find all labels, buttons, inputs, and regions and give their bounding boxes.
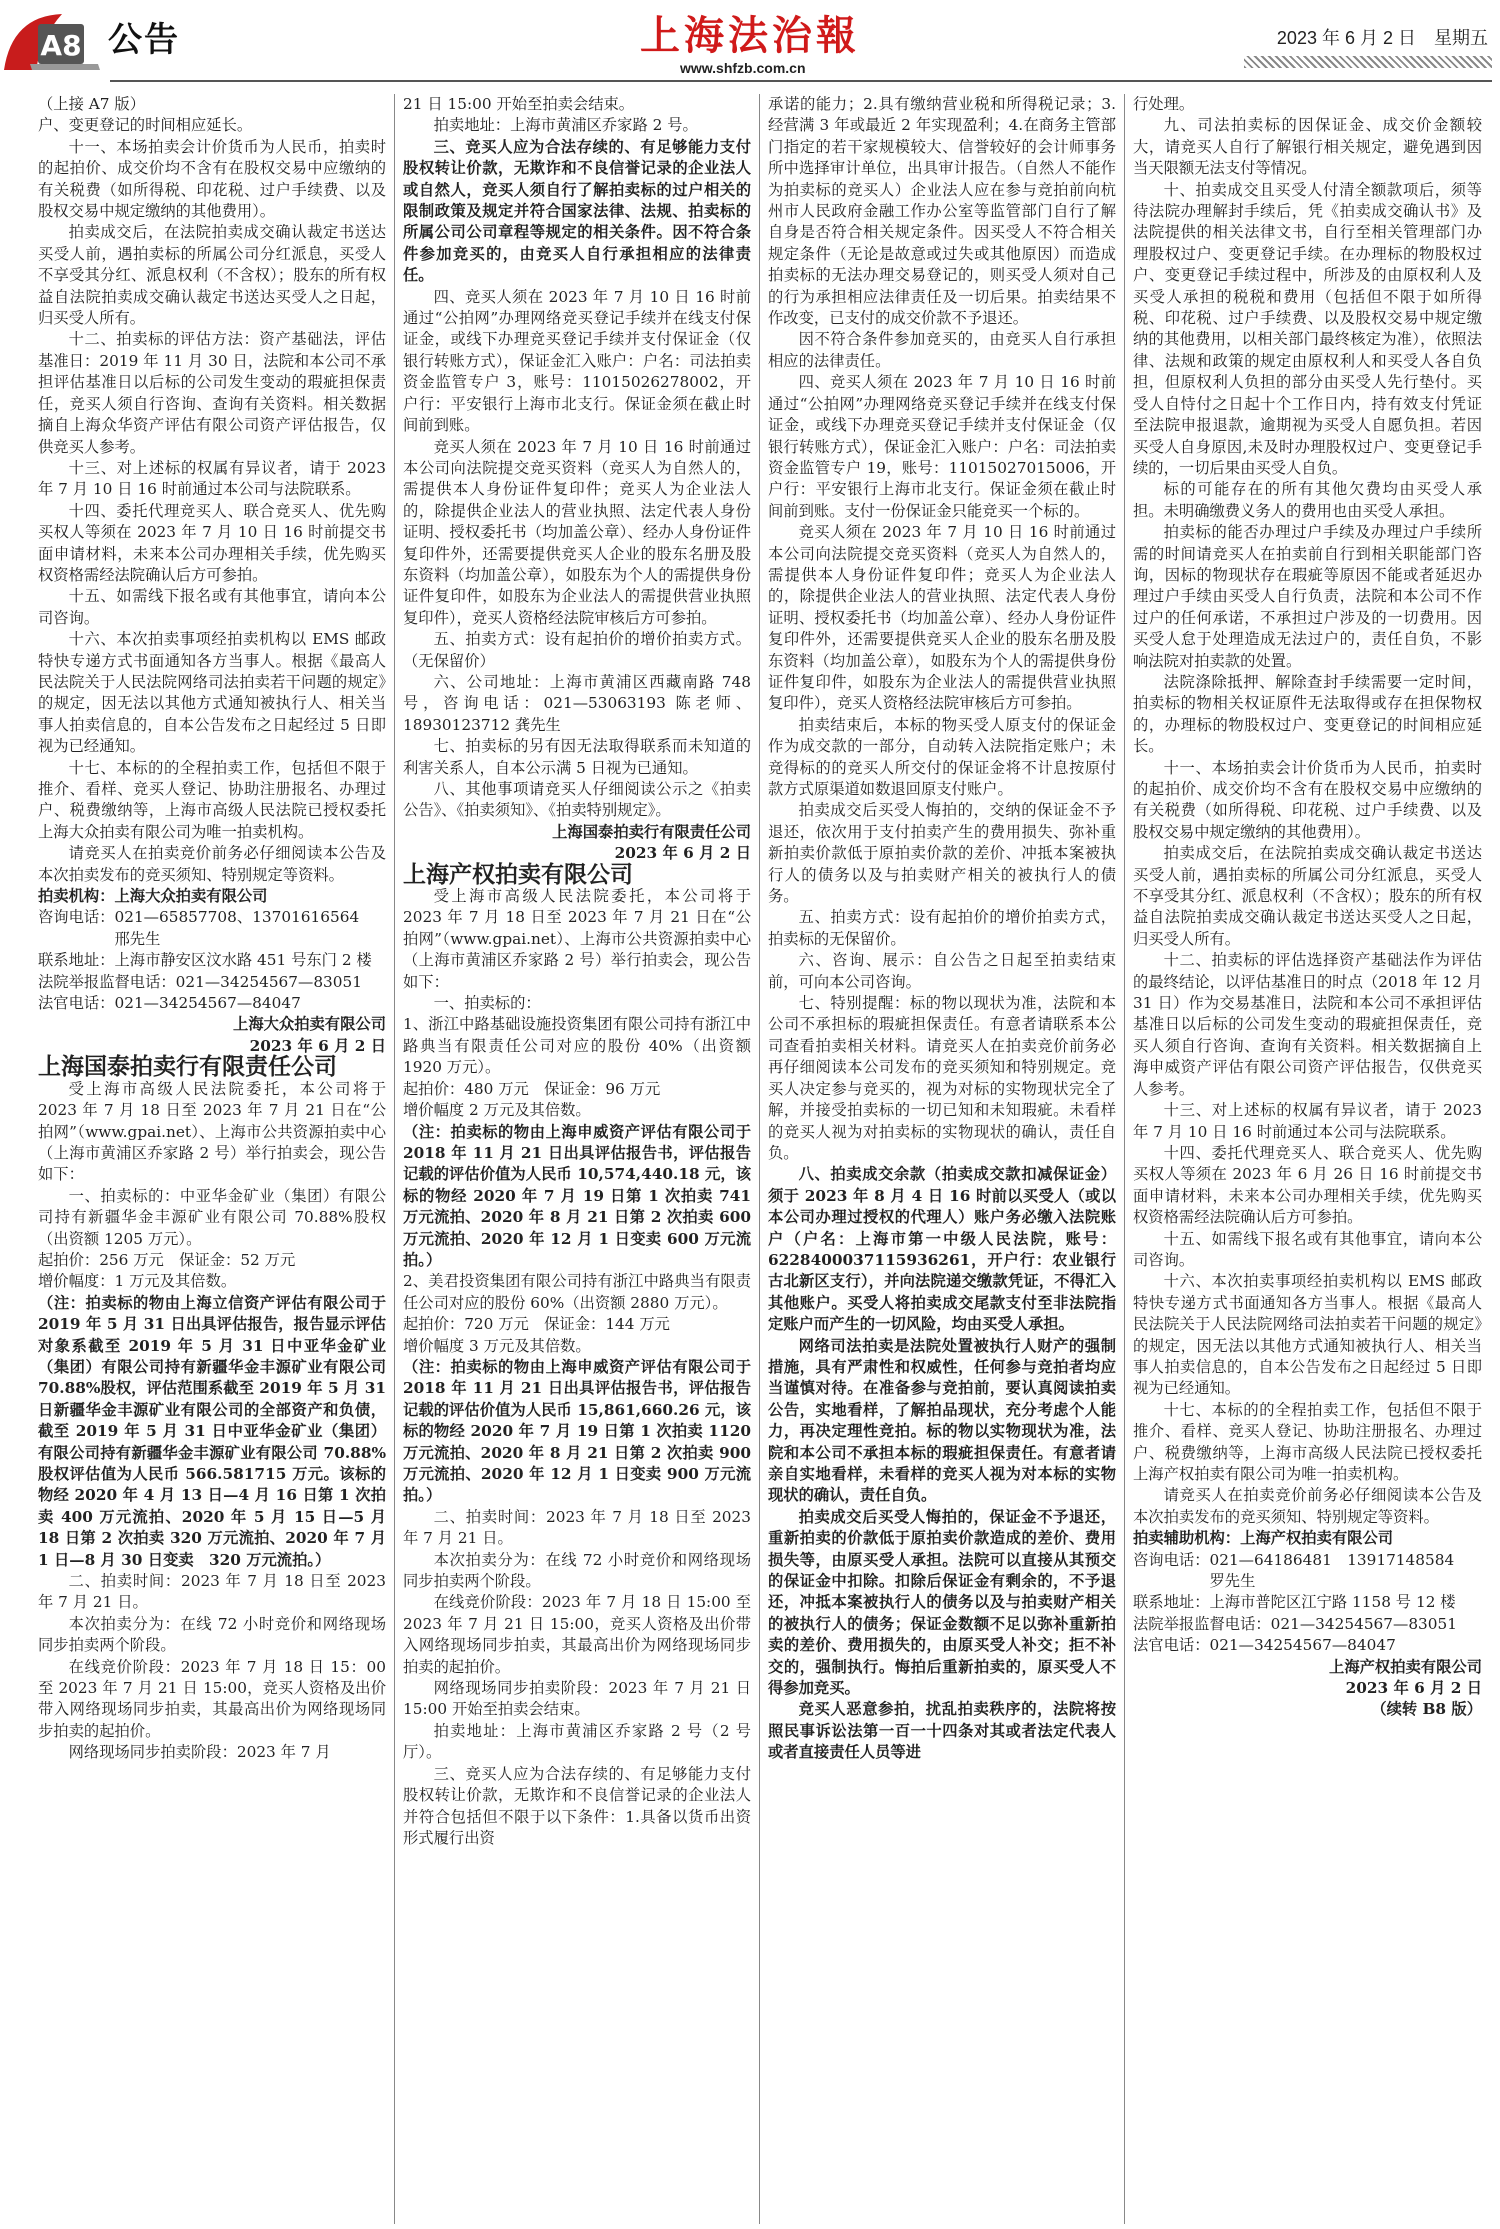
paragraph: 二、拍卖时间：2023 年 7 月 18 日至 2023 年 7 月 21 日。 bbox=[403, 1507, 751, 1548]
paragraph: 十三、对上述标的权属有异议者，请于 2023 年 7 月 10 日 16 时前通过本公司与法院联系。 bbox=[38, 458, 386, 499]
contact-line: 罗先生 bbox=[1133, 1572, 1256, 1591]
paragraph: 一、拍卖标的：中亚华金矿业（集团）有限公司持有新疆华金丰源矿业有限公司 70.88%股权（出资额 1205 万元）。 bbox=[38, 1186, 386, 1248]
paragraph: 请竞买人在拍卖竞价前务必仔细阅读本公告及本次拍卖发布的竞买须知、特别规定等资料。 bbox=[1133, 1486, 1482, 1526]
paragraph: 受上海市高级人民法院委托，本公司将于 2023 年 7 月 18 日至 2023 年 7 月 21 日在“公拍网”（www.gpai.net）、上海市公共资源拍卖中心（上海市黄浦区乔家路 2 号）举行拍卖会，现公告如下： bbox=[403, 887, 751, 991]
paragraph: 十六、本次拍卖事项经拍卖机构以 EMS 邮政特快专递方式书面通知各方当事人。根据《最高人民法院关于人民法院网络司法拍卖若干问题的规定》的规定，因无法以其他方式通知被执行人、相关当事人拍卖信息的，自本公告发布之日起经过 5 日即视为已经通知。 bbox=[1133, 1272, 1482, 1398]
paragraph: 拍卖成交后买受人悔拍的，交纳的保证金不予退还，依次用于支付拍卖产生的费用损失、弥补重新拍卖价款低于原拍卖价款的差价、冲抵本案被执行人的债务以及与拍卖财产相关的被执行人的债务。 bbox=[768, 801, 1116, 906]
announcement-title: 上海国泰拍卖行有限责任公司 bbox=[38, 1054, 337, 1081]
paragraph: 网络现场同步拍卖阶段：2023 年 7 月 21 日 15:00 开始至拍卖会结束。 bbox=[403, 1679, 751, 1719]
continuation-note: （上接 A7 版） bbox=[38, 95, 145, 113]
paragraph: 十二、拍卖标的评估选择资产基础法作为评估的最终结论，以评估基准日的时点（2018 年 12 月 31 日）作为交易基准日，法院和本公司不承担评估基准日以后标的公司发生变动的瑕疵担保责任，竞买人须自行咨询、查询有关资料。相关数据摘自上海申威资产评估有限公司资产评估报告，仅供竞买人参考。 bbox=[1133, 951, 1482, 1098]
page-label: A8 bbox=[40, 29, 82, 62]
paragraph: 拍卖成交后，在法院拍卖成交确认裁定书送达买受人前，遇拍卖标的所属公司分红派息，买受人不享受其分红、派息权利（不含权）；股东的所有权益自法院拍卖成交确认裁定书送达买受人之日起，归买受人所有。 bbox=[38, 223, 386, 328]
contact-line: 拍卖辅助机构：上海产权拍卖有限公司 bbox=[1133, 1529, 1394, 1548]
paragraph: 十五、如需线下报名或有其他事宜，请向本公司咨询。 bbox=[38, 587, 386, 627]
paragraph: 十四、委托代理竞买人、联合竞买人、优先购买权人等须在 2023 年 6 月 26 日 16 时前提交书面申请材料，未来本公司办理相关手续，优先购买权资格需经法院确认后方可参拍。 bbox=[1133, 1143, 1482, 1227]
paragraph: 1、浙江中路基础设施投资集团有限公司持有浙江中路典当有限责任公司对应的股份 40%（出资额 1920 万元）。 bbox=[403, 1015, 751, 1077]
article-columns bbox=[30, 94, 1490, 2224]
paragraph: 标的可能存在的所有其他欠费均由买受人承担。未明确缴费义务人的费用也由买受人承担。 bbox=[1133, 480, 1482, 520]
column-3 bbox=[760, 94, 1125, 2224]
paragraph: （注：拍卖标的物由上海申威资产评估有限公司于 2018 年 11 月 21 日出具评估报告书，评估报告记载的评估价值为人民币 15,861,660.26 元，该标的物经 2020 年 7 月 19 日第 1 次拍卖 1120 万元流拍、2020 年 8 月 21 日第 2 次拍卖 900 万元流拍、2020 年 12 月 1 日变卖 900 万元流拍。） bbox=[403, 1357, 751, 1505]
signature-company: 上海大众拍卖有限公司 bbox=[233, 1015, 386, 1034]
paragraph: 请竞买人在拍卖竞价前务必仔细阅读本公告及本次拍卖发布的竞买须知、特别规定等资料。 bbox=[38, 844, 386, 884]
signature-date: 2023 年 6 月 2 日 bbox=[614, 844, 751, 863]
paragraph: 十一、本场拍卖会计价货币为人民币，拍卖时的起拍价、成交价均不含有在股权交易中应缴纳的有关税费（如所得税、印花税、过户手续费、以及股权交易中规定缴纳的其他费用）。 bbox=[38, 137, 386, 221]
paragraph: 十、拍卖成交且买受人付清全额款项后，须等待法院办理解封手续后，凭《拍卖成交确认书》及法院提供的相关法律文书，自行至相关管理部门办理股权过户、变更登记手续。在办理标的物股权过户、变更登记手续过程中，所涉及的由原权利人及买受人承担的税税和费用（包括但不限于如所得税、印花税、过户手续费、以及股权交易中规定缴纳的其他费用，以相关部门最终核定为准），依照法律、法规和政策的规定由原权利人和买受人各自负担，但原权利人负担的部分由买受人先行垫付。买受人自恃付之日起十个工作日内，持有效支付凭证至法院申报退款，逾期视为买受人自愿负担。若因买受人自身原因,未及时办理股权过户、变更登记手续的，一切后果由买受人自负。 bbox=[1133, 180, 1482, 477]
contact-line: 联系地址：上海市普陀区江宁路 1158 号 12 楼 bbox=[1133, 1593, 1456, 1612]
announcement-title: 上海产权拍卖有限公司 bbox=[403, 861, 633, 888]
paragraph: 三、竞买人应为合法存续的、有足够能力支付股权转让价款，无欺诈和不良信誉记录的企业法人或自然人，竞买人须自行了解拍卖标的过户相关的限制政策及规定并符合国家法律、法规、拍卖标的所属公司公司章程等规定的相关条件。因不符合条件参加竞买的，由竞买人自行承担相应的法律责任。 bbox=[403, 137, 751, 285]
signature-date: 2023 年 6 月 2 日 bbox=[249, 1036, 386, 1055]
paragraph: 增价幅度 2 万元及其倍数。 bbox=[403, 1101, 591, 1120]
website-url[interactable]: www.shfzb.com.cn bbox=[680, 60, 806, 76]
paragraph: 四、竞买人须在 2023 年 7 月 10 日 16 时前通过“公拍网”办理网络竞买登记手续并在线支付保证金，或线下办理竞买登记手续并支付保证金（仅银行转账方式），保证金汇入账户：户名：司法拍卖资金监管专户 3，账号：11015026278002，开户行：平安银行上海市北支行。保证金须在截止时间前到账。 bbox=[403, 287, 751, 435]
paragraph: 因不符合条件参加竞买的，由竞买人自行承担相应的法律责任。 bbox=[768, 330, 1116, 370]
paragraph: 网络现场同步拍卖阶段：2023 年 7 月 bbox=[68, 1743, 331, 1762]
paragraph: 六、咨询、展示：自公告之日起至拍卖结束前，可向本公司咨询。 bbox=[768, 951, 1116, 991]
contact-line: 联系地址：上海市静安区汶水路 451 号东门 2 楼 bbox=[38, 951, 372, 970]
paragraph: 六、公司地址：上海市黄浦区西藏南路 748 号，咨询电话：021—53063193 陈老师、18930123712 龚先生 bbox=[403, 672, 751, 734]
paragraph: 二、拍卖时间：2023 年 7 月 18 日至 2023 年 7 月 21 日。 bbox=[38, 1572, 386, 1612]
paragraph: 本次拍卖分为：在线 72 小时竞价和网络现场同步拍卖两个阶段。 bbox=[403, 1550, 751, 1591]
paragraph: 竞买人须在 2023 年 7 月 10 日 16 时前通过本公司向法院提交竞买资料（竞买人为自然人的，需提供本人身份证件复印件；竞买人为企业法人的，除提供企业法人的营业执照、法定代表人身份证明、授权委托书（均加盖公章）、经办人身份证件复印件外，还需要提供竞买人企业的股东名册及股东资料（均加盖公章），如股东为个人的需提供身份证件复印件，如股东为企业法人的需提供营业执照复印件），竞买人资格经法院审核后方可参拍。 bbox=[768, 523, 1116, 713]
signature-company: 上海国泰拍卖行有限责任公司 bbox=[552, 822, 751, 841]
paragraph: 五、拍卖方式：设有起拍价的增价拍卖方式。（无保留价） bbox=[403, 630, 751, 670]
paragraph: 拍卖标的能否办理过户手续及办理过户手续所需的时间请竞买人在拍卖前自行到相关职能部门咨询，因标的物现状存在瑕疵等原因不能或者延迟办理过户手续由买受人自行负责，法院和本公司不作过户的任何承诺，不承担过户涉及的一切费用。因买受人怠于处理造成无法过户的，责任自负，不影响法院对拍卖款的处置。 bbox=[1133, 523, 1482, 670]
decorative-hatch bbox=[1244, 56, 1492, 68]
paragraph: 十三、对上述标的权属有异议者，请于 2023 年 7 月 10 日 16 时前通过本公司与法院联系。 bbox=[1133, 1101, 1482, 1141]
paragraph: 拍卖结束后，本标的物买受人原支付的保证金作为成交款的一部分，自动转入法院指定账户；未竞得标的的竞买人所交付的保证金将不计息按原付款方式原渠道如数退回原支付账户。 bbox=[768, 715, 1116, 798]
paragraph: 拍卖成交后，在法院拍卖成交确认裁定书送达买受人前，遇拍卖标的所属公司分红派息，买受人不享受其分红、派息权利（不含权）；股东的所有权益自法院拍卖成交确认裁定书送达买受人之日起，归买受人所有。 bbox=[1133, 844, 1482, 948]
paragraph: 受上海市高级人民法院委托，本公司将于 2023 年 7 月 18 日至 2023 年 7 月 21 日在“公拍网”（www.gpai.net）、上海市公共资源拍卖中心（上海市黄浦区乔家路 2 号）举行拍卖会，现公告如下： bbox=[38, 1079, 386, 1184]
paragraph: （注：拍卖标的物由上海立信资产评估有限公司于 2019 年 5 月 31 日出具评估报告，报告显示评估对象系截至 2019 年 5 月 31 日中亚华金矿业（集团）有限公司持有新疆华金丰源矿业有限公司 70.88%股权，评估范围系截至 2019 年 5 月 31 日新疆华金丰源矿业有限公司的全部资产和负债，截至 2019 年 5 月 31 日中亚华金矿业（集团）有限公司持有新疆华金丰源矿业有限公司 70.88%股权评估值为人民币 566.581715 万元。该标的物经 2020 年 4 月 13 日—4 月 16 日第 1 次拍卖 400 万元流拍、2020 年 5 月 15 日—5 月 18 日第 2 次拍卖 320 万元流拍、2020 年 7 月 1 日—8 月 30 日变卖 320 万元流拍。） bbox=[38, 1293, 386, 1569]
paragraph: 十四、委托代理竞买人、联合竞买人、优先购买权人等须在 2023 年 7 月 10 日 16 时前提交书面申请材料，未来本公司办理相关手续，优先购买权资格需经法院确认后方可参拍。 bbox=[38, 501, 386, 584]
contact-line: 拍卖机构：上海大众拍卖有限公司 bbox=[38, 887, 268, 906]
page-number-badge bbox=[2, 6, 102, 72]
signature-date: 2023 年 6 月 2 日 bbox=[1345, 1679, 1482, 1698]
paragraph: 竞买人恶意参拍，扰乱拍卖秩序的，法院将按照民事诉讼法第一百一十四条对其或者法定代表人或者直接责任人员等进 bbox=[768, 1700, 1116, 1762]
issue-date: 2023 年 6 月 2 日 星期五 bbox=[1276, 28, 1488, 48]
paragraph: 拍卖地址：上海市黄浦区乔家路 2 号。 bbox=[433, 116, 698, 135]
paragraph: 在线竞价阶段：2023 年 7 月 18 日 15:00 至 2023 年 7 月 21 日 15:00，竞买人资格及出价带入网络现场同步拍卖，其最高出价为网络现场同步拍卖的起拍价。 bbox=[403, 1593, 751, 1676]
paragraph: 法院涤除抵押、解除查封手续需要一定时间，拍卖标的物相关权证原件无法取得或存在担保物权的，办理标的物股权过户、变更登记的时间相应延长。 bbox=[1133, 672, 1482, 756]
contact-line: 咨询电话：021—65857708、13701616564 bbox=[38, 908, 360, 927]
paragraph: 一、拍卖标的： bbox=[433, 994, 541, 1013]
paragraph: 三、竞买人应为合法存续的、有足够能力支付股权转让价款，无欺诈和不良信誉记录的企业法人并符合包括但不限于以下条件：1.具备以货币出资形式履行出资 bbox=[403, 1764, 751, 1847]
paragraph: 拍卖成交后买受人悔拍的，保证金不予退还，重新拍卖的价款低于原拍卖价款造成的差价、费用损失等，由原买受人承担。法院可以直接从其预交的保证金中扣除。扣除后保证金有剩余的，不予退还，冲抵本案被执行人的债务以及与拍卖财产相关的被执行人的债务；保证金数额不足以弥补重新拍卖的差价、费用损失的，由原买受人补交；拒不补交的，强制执行。悔拍后重新拍卖的，原买受人不得参加竞买。 bbox=[768, 1507, 1116, 1698]
paragraph: 本次拍卖分为：在线 72 小时竞价和网络现场同步拍卖两个阶段。 bbox=[38, 1614, 386, 1655]
paragraph: 拍卖地址：上海市黄浦区乔家路 2 号（2 号厅）。 bbox=[403, 1721, 751, 1762]
paragraph: 七、特别提醒：标的物以现状为准，法院和本公司不承担标的瑕疵担保责任。有意者请联系本公司查看拍卖相关材料。请竞买人在拍卖竞价前务必再仔细阅读本公司发布的竞买须知和特别规定。竞买人决定参与竞买的，视为对标的实物现状完全了解，并接受拍卖标的一切已知和未知瑕疵。未看样的竞买人视为对拍卖标的实物现状的确认，责任自负。 bbox=[768, 994, 1116, 1162]
contact-line: 法院举报监督电话：021—34254567—83051 bbox=[1133, 1614, 1457, 1633]
paragraph: 增价幅度：1 万元及其倍数。 bbox=[38, 1272, 237, 1291]
paragraph: 十二、拍卖标的评估方法：资产基础法，评估基准日：2019 年 11 月 30 日，法院和本公司不承担评估基准日以后标的公司发生变动的瑕疵担保责任，竞买人须自行咨询、查询有关资料。相关数据摘自上海众华资产评估有限公司资产评估报告，仅供竞买人参考。 bbox=[38, 330, 386, 456]
continued-note: （续转 B8 版） bbox=[1371, 1700, 1482, 1719]
paragraph: 十七、本标的的全程拍卖工作，包括但不限于推介、看样、竞买人登记、协助注册报名、办理过户、税费缴纳等，上海市高级人民法院已授权委托上海产权拍卖有限公司为唯一拍卖机构。 bbox=[1133, 1400, 1482, 1483]
paragraph: 八、拍卖成交余款（拍卖成交款扣减保证金）须于 2023 年 8 月 4 日 16 时前以买受人（或以本公司办理过授权的代理人）账户务必缴入法院账户（户名：上海市第一中级人民法院，账号：6228400037115936261，开户行：农业银行古北新区支行），并向法院递交缴款凭证，不得汇入其他账户。买受人将拍卖成交尾款支付至非法院指定账户而产生的一切风险，均由买受人承担。 bbox=[768, 1165, 1116, 1334]
paragraph: 十七、本标的的全程拍卖工作，包括但不限于推介、看样、竞买人登记、协助注册报名、办理过户、税费缴纳等，上海市高级人民法院已授权委托上海大众拍卖有限公司为唯一拍卖机构。 bbox=[38, 758, 386, 841]
paragraph: 起拍价：720 万元 保证金：144 万元 bbox=[403, 1315, 670, 1334]
contact-line: 法官电话：021—34254567—84047 bbox=[38, 994, 301, 1013]
paragraph: 行处理。 bbox=[1133, 95, 1195, 113]
column-2 bbox=[395, 94, 760, 2224]
contact-line: 邢先生 bbox=[38, 929, 161, 948]
paragraph: 户、变更登记的时间相应延长。 bbox=[38, 116, 253, 135]
paragraph: 十六、本次拍卖事项经拍卖机构以 EMS 邮政特快专递方式书面通知各方当事人。根据《最高人民法院关于人民法院网络司法拍卖若干问题的规定》的规定，因无法以其他方式通知被执行人、相关当事人拍卖信息的，自本公告发布之日起经过 5 日即视为已经通知。 bbox=[38, 630, 386, 756]
newspaper-logo: 上海法治報 bbox=[640, 12, 860, 59]
paragraph: 十五、如需线下报名或有其他事宜，请向本公司咨询。 bbox=[1133, 1229, 1482, 1269]
section-title: 公告 bbox=[108, 20, 180, 60]
paragraph: 四、竞买人须在 2023 年 7 月 10 日 16 时前通过“公拍网”办理网络竞买登记手续并在线支付保证金，或线下办理竞买登记手续并支付保证金（仅银行转账方式），保证金汇入账户：户名：司法拍卖资金监管专户 19，账号：11015027015006，开户行：平安银行上海市北支行。保证金须在截止时间前到账。支付一份保证金只能竞买一个标的。 bbox=[768, 373, 1116, 520]
contact-line: 咨询电话：021—64186481 13917148584 bbox=[1133, 1550, 1455, 1569]
paragraph: 起拍价：256 万元 保证金：52 万元 bbox=[38, 1250, 296, 1269]
column-4 bbox=[1125, 94, 1490, 2224]
paragraph: 起拍价：480 万元 保证金：96 万元 bbox=[403, 1079, 661, 1098]
contact-line: 法官电话：021—34254567—84047 bbox=[1133, 1636, 1396, 1655]
header-rule bbox=[110, 80, 1492, 82]
paragraph: 增价幅度 3 万元及其倍数。 bbox=[403, 1336, 591, 1355]
paragraph: 五、拍卖方式：设有起拍价的增价拍卖方式，拍卖标的无保留价。 bbox=[768, 908, 1116, 948]
paragraph: 网络司法拍卖是法院处置被执行人财产的强制措施，具有严肃性和权威性，任何参与竞拍者均应当谨慎对待。在准备参与竞拍前，要认真阅读拍卖公告，实地看样，了解拍品现状，充分考虑个人能力，再决定理性竞拍。标的物以实物现状为准，法院和本公司不承担本标的瑕疵担保责任。有意者请亲自实地看样，未看样的竞买人视为对本标的实物现状的确认，责任自负。 bbox=[768, 1336, 1116, 1505]
paragraph: 九、司法拍卖标的因保证金、成交价金额较大，请竞买人自行了解银行相关规定，避免遇到因当天限额无法支付等情况。 bbox=[1133, 116, 1482, 178]
paragraph: 在线竞价阶段：2023 年 7 月 18 日 15：00 至 2023 年 7 月 21 日 15:00，竞买人资格及出价带入网络现场同步拍卖，其最高出价为网络现场同步拍卖的起拍价。 bbox=[38, 1657, 386, 1740]
paragraph: 竞买人须在 2023 年 7 月 10 日 16 时前通过本公司向法院提交竞买资料（竞买人为自然人的，需提供本人身份证件复印件；竞买人为企业法人的，除提供企业法人的营业执照、法定代表人身份证明、授权委托书（均加盖公章）、经办人身份证件复印件外，还需要提供竞买人企业的股东名册及股东资料（均加盖公章），如股东为个人的需提供身份证件复印件，如股东为企业法人的需提供营业执照复印件），竞买人资格经法院审核后方可参拍。 bbox=[403, 437, 751, 627]
paragraph: （注：拍卖标的物由上海申威资产评估有限公司于 2018 年 11 月 21 日出具评估报告书，评估报告记载的评估价值为人民币 10,574,440.18 元，该标的物经 2020 年 7 月 19 日第 1 次拍卖 741 万元流拍、2020 年 8 月 21 日第 2 次拍卖 600 万元流拍、2020 年 12 月 1 日变卖 600 万元流拍。） bbox=[403, 1122, 751, 1269]
paragraph: 八、其他事项请竞买人仔细阅读公示之《拍卖公告》、《拍卖须知》、《拍卖特别规定》。 bbox=[403, 780, 751, 820]
contact-line: 法院举报监督电话：021—34254567—83051 bbox=[38, 972, 362, 991]
paragraph: 21 日 15:00 开始至拍卖会结束。 bbox=[403, 95, 635, 113]
paragraph: 2、美君投资集团有限公司持有浙江中路典当有限责任公司对应的股份 60%（出资额 2880 万元）。 bbox=[403, 1272, 751, 1312]
paragraph: 承诺的能力；2.具有缴纳营业税和所得税记录；3.经营满 3 年或最近 2 年实现盈利；4.在商务主管部门指定的若干家规模较大、信誉较好的会计师事务所中选择审计单位，出具审计报告。（自然人不能作为拍卖标的竞买人）企业法人应在参与竞拍前向杭州市人民政府金融工作办公室等监管部门自行了解自身是否符合相关规定条件。因买受人不符合相关规定条件（无论是故意或过失或其他原因）而造成拍卖标的无法办理交易登记的，则买受人须对自己的行为承担相应法律责任及一切后果。拍卖结果不作改变，已支付的成交价款不予退还。 bbox=[768, 95, 1116, 328]
signature-company: 上海产权拍卖有限公司 bbox=[1329, 1657, 1482, 1676]
paragraph: 十一、本场拍卖会计价货币为人民币，拍卖时的起拍价、成交价均不含有在股权交易中应缴纳的有关税费（如所得税、印花税、过户手续费、以及股权交易中规定缴纳的其他费用）。 bbox=[1133, 758, 1482, 841]
page-header bbox=[0, 0, 1500, 88]
paragraph: 七、拍卖标的另有因无法取得联系而未知道的利害关系人，自本公示满 5 日视为已通知。 bbox=[403, 737, 751, 777]
column-1 bbox=[30, 94, 395, 2224]
